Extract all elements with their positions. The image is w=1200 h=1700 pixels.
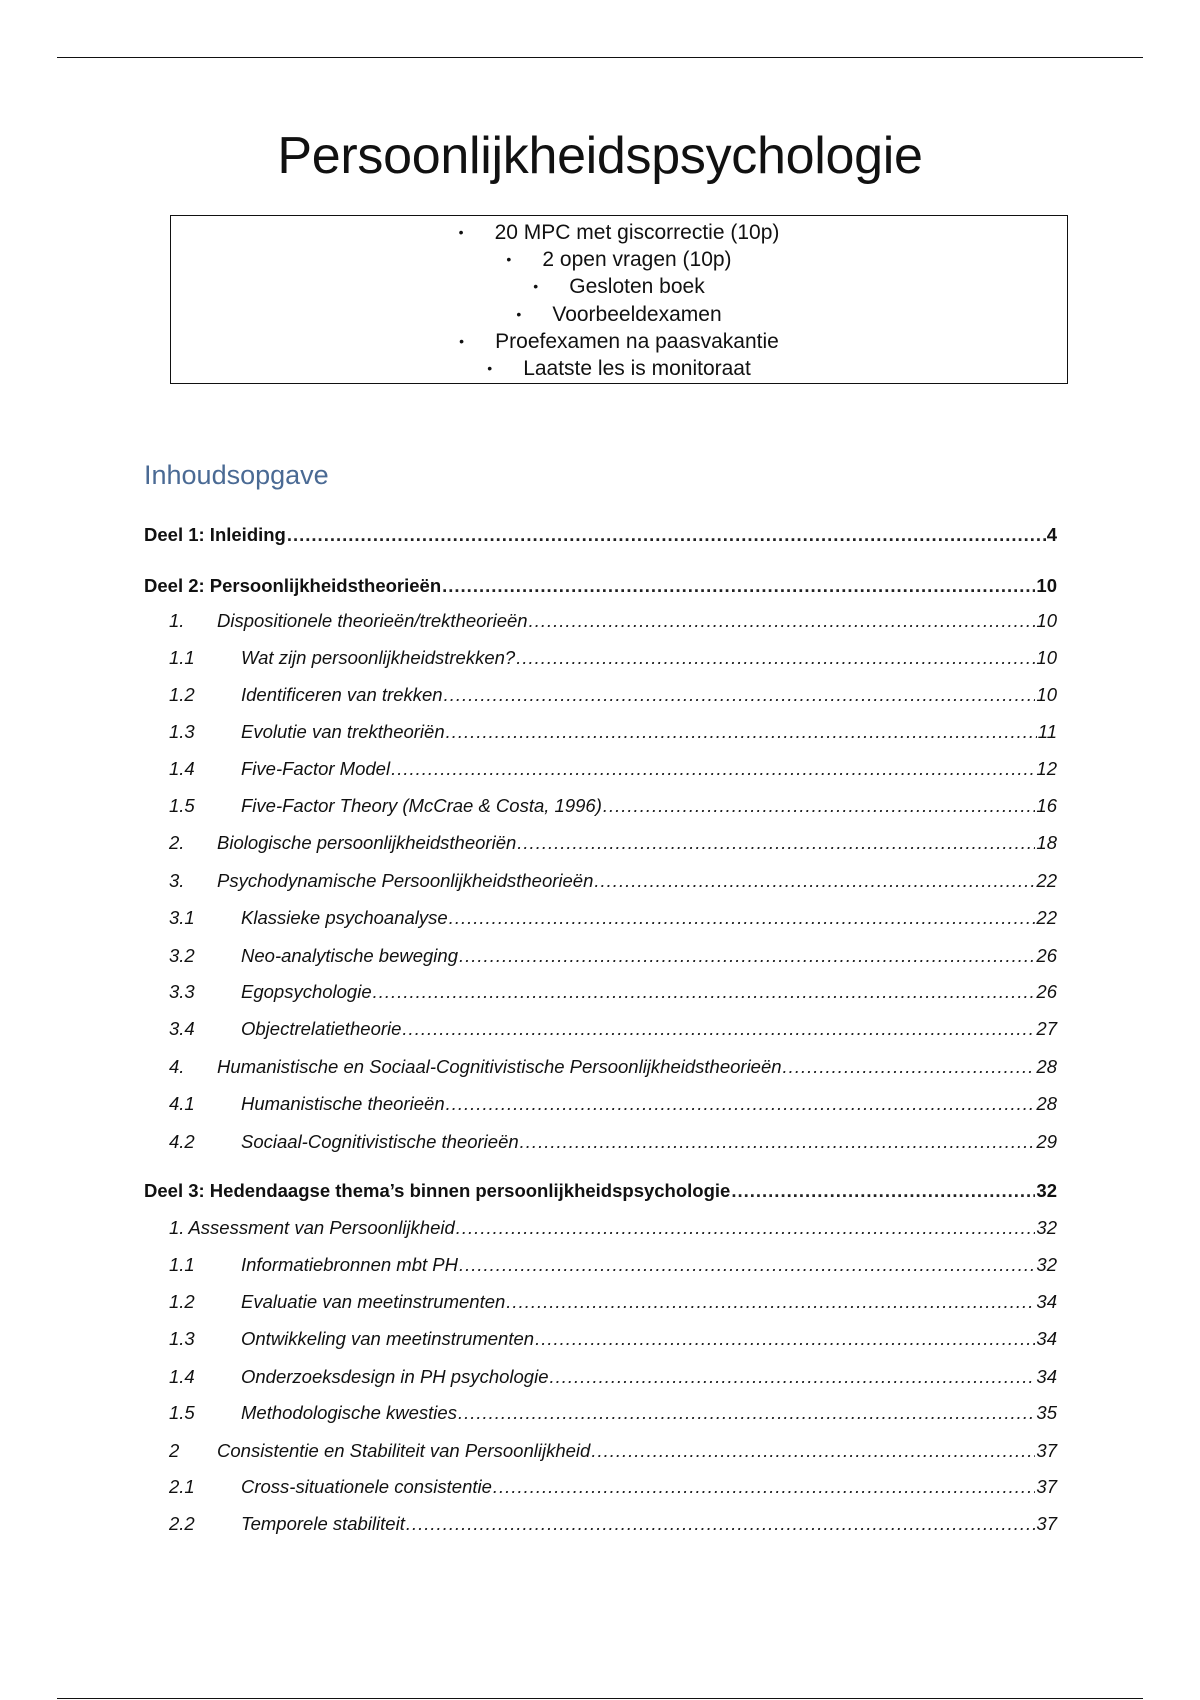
- dot-leader: [446, 720, 1037, 744]
- dot-leader: [591, 1439, 1035, 1463]
- bullet-icon: •: [506, 251, 512, 268]
- toc-page-number: 10: [1036, 684, 1057, 705]
- toc-number: 2.: [169, 832, 185, 853]
- toc-page-number: 37: [1036, 1440, 1057, 1461]
- toc-entry[interactable]: 2.2 Temporele stabiliteit ..... 37: [144, 1512, 1057, 1536]
- toc-page-number: 22: [1036, 907, 1057, 928]
- toc-entry[interactable]: 3. Psychodynamische Persoonlijkheidstheorieën ..... 22: [144, 869, 1057, 893]
- toc-page-number: 16: [1036, 795, 1057, 816]
- dot-leader: [549, 1365, 1035, 1389]
- exam-info-item: • Proefexamen na paasvakantie: [171, 328, 1067, 355]
- toc-page-number: 12: [1036, 758, 1057, 779]
- dot-leader: [529, 609, 1036, 633]
- toc-page-number: 34: [1036, 1328, 1057, 1349]
- toc-page-number: 34: [1036, 1366, 1057, 1387]
- toc-number: 1.1: [169, 1254, 195, 1275]
- bullet-icon: •: [516, 305, 522, 322]
- dot-leader: [391, 757, 1035, 781]
- toc-number: 1.3: [169, 1328, 195, 1349]
- toc-page-number: 32: [1036, 1180, 1057, 1201]
- document-title: Persoonlijkheidspsychologie: [277, 127, 923, 185]
- toc-entry[interactable]: 1.4 Onderzoeksdesign in PH psychologie ..... 34: [144, 1365, 1057, 1389]
- toc-entry[interactable]: 1.3 Evolutie van trektheoriën ..... 11: [144, 720, 1057, 744]
- toc-entry[interactable]: 3.1 Klassieke psychoanalyse ..... 22: [144, 906, 1057, 930]
- bullet-icon: •: [459, 332, 465, 349]
- dot-leader: [783, 1055, 1036, 1079]
- footer-rule: [57, 1698, 1143, 1699]
- dot-leader: [594, 869, 1035, 893]
- toc-page-number: 10: [1036, 647, 1057, 668]
- dot-leader: [493, 1475, 1036, 1499]
- dot-leader: [446, 1092, 1036, 1116]
- dot-leader: [442, 574, 1035, 598]
- dot-leader: [516, 646, 1035, 670]
- dot-leader: [459, 1253, 1035, 1277]
- toc-number: 1.3: [169, 721, 195, 742]
- toc-page-number: 27: [1036, 1018, 1057, 1039]
- toc-entry[interactable]: Deel 1: Inleiding ..... 4: [144, 523, 1057, 547]
- toc-page-number: 28: [1036, 1056, 1057, 1077]
- toc-entry[interactable]: 3.4 Objectrelatietheorie ..... 27: [144, 1017, 1057, 1041]
- dot-leader: [458, 1401, 1035, 1425]
- toc-entry[interactable]: 4.2 Sociaal-Cognitivistische theorieën ..... 29: [144, 1130, 1057, 1154]
- toc-page-number: 34: [1036, 1291, 1057, 1312]
- toc-entry[interactable]: 3.3 Egopsychologie ..... 26: [144, 980, 1057, 1004]
- dot-leader: [449, 906, 1036, 930]
- toc-number: 3.2: [169, 945, 195, 966]
- toc-page-number: 10: [1036, 575, 1057, 596]
- dot-leader: [287, 523, 1046, 547]
- toc-number: 3.4: [169, 1018, 195, 1039]
- toc-entry[interactable]: 1.5 Five-Factor Theory (McCrae & Costa, 1996) ..... 16: [144, 794, 1057, 818]
- toc-page-number: 35: [1036, 1402, 1057, 1423]
- toc-number: 2.1: [169, 1476, 195, 1497]
- toc-number: 1.: [169, 1217, 185, 1238]
- toc-entry[interactable]: 1.2 Identificeren van trekken ..... 10: [144, 683, 1057, 707]
- dot-leader: [444, 683, 1036, 707]
- exam-info-item: • 2 open vragen (10p): [171, 246, 1067, 273]
- bullet-icon: •: [533, 278, 539, 295]
- toc-entry[interactable]: 2. Biologische persoonlijkheidstheoriën ..... 18: [144, 831, 1057, 855]
- dot-leader: [456, 1216, 1036, 1240]
- dot-leader: [406, 1512, 1036, 1536]
- dot-leader: [517, 831, 1035, 855]
- toc-page-number: 22: [1036, 870, 1057, 891]
- toc-page-number: 11: [1037, 721, 1057, 742]
- toc-number: 1.4: [169, 1366, 195, 1387]
- dot-leader: [506, 1290, 1035, 1314]
- toc-entry[interactable]: 1. Dispositionele theorieën/trektheorieën ..... 10: [144, 609, 1057, 633]
- toc-entry[interactable]: 4. Humanistische en Sociaal-Cognitivistische Persoonlijkheidstheorieën ..... 28: [144, 1055, 1057, 1079]
- toc-page-number: 32: [1036, 1254, 1057, 1275]
- toc-entry[interactable]: 1.1 Wat zijn persoonlijkheidstrekken? ..... 10: [144, 646, 1057, 670]
- exam-info-item: • Gesloten boek: [171, 273, 1067, 300]
- toc-page-number: 18: [1036, 832, 1057, 853]
- toc-entry[interactable]: Deel 2: Persoonlijkheidstheorieën ..... 10: [144, 574, 1057, 598]
- exam-info-item: • Laatste les is monitoraat: [171, 355, 1067, 382]
- toc-entry[interactable]: 1.1 Informatiebronnen mbt PH ..... 32: [144, 1253, 1057, 1277]
- toc-entry[interactable]: 1.3 Ontwikkeling van meetinstrumenten ..... 34: [144, 1327, 1057, 1351]
- dot-leader: [459, 944, 1035, 968]
- toc-page-number: 32: [1036, 1217, 1057, 1238]
- dot-leader: [535, 1327, 1035, 1351]
- toc-page-number: 26: [1036, 981, 1057, 1002]
- dot-leader: [731, 1179, 1035, 1203]
- toc-number: 4.: [169, 1056, 185, 1077]
- bullet-icon: •: [487, 359, 493, 376]
- toc-entry[interactable]: 1. Assessment van Persoonlijkheid ..... 32: [144, 1216, 1057, 1240]
- toc-number: 2: [169, 1440, 180, 1461]
- toc-entry[interactable]: Deel 3: Hedendaagse thema’s binnen persoonlijkheidspsychologie ..... 32: [144, 1179, 1057, 1203]
- exam-info-list: [171, 219, 1067, 382]
- toc-entry[interactable]: 3.2 Neo-analytische beweging ..... 26: [144, 944, 1057, 968]
- bullet-icon: •: [458, 224, 464, 240]
- toc-number: 2.2: [169, 1513, 195, 1534]
- toc-page-number: 37: [1036, 1513, 1057, 1534]
- dot-leader: [402, 1017, 1035, 1041]
- toc-number: 1.: [169, 610, 185, 631]
- toc-entry[interactable]: 1.4 Five-Factor Model ..... 12: [144, 757, 1057, 781]
- toc-number: 1.5: [169, 795, 195, 816]
- toc-page-number: 28: [1036, 1093, 1057, 1114]
- toc-page-number: 29: [1036, 1131, 1057, 1152]
- toc-number: 1.4: [169, 758, 195, 779]
- toc-number: 4.2: [169, 1131, 195, 1152]
- toc-page-number: 37: [1036, 1476, 1057, 1497]
- toc-number: 1.2: [169, 684, 195, 705]
- toc-entry[interactable]: 2 Consistentie en Stabiliteit van Persoonlijkheid ..... 37: [144, 1439, 1057, 1463]
- header-rule: [57, 57, 1143, 58]
- toc-number: 3.1: [169, 907, 195, 928]
- toc-entry[interactable]: 2.1 Cross-situationele consistentie ..... 37: [144, 1475, 1057, 1499]
- dot-leader: [373, 980, 1036, 1004]
- toc-entry[interactable]: 1.2 Evaluatie van meetinstrumenten ..... 34: [144, 1290, 1057, 1314]
- toc-page-number: 26: [1036, 945, 1057, 966]
- toc-page-number: 10: [1036, 610, 1057, 631]
- toc-number: 3.: [169, 870, 185, 891]
- toc-number: 1.2: [169, 1291, 195, 1312]
- toc-number: 1.5: [169, 1402, 195, 1423]
- exam-info-item: • 20 MPC met giscorrectie (10p): [171, 219, 1067, 246]
- dot-leader: [603, 794, 1036, 818]
- toc-entry[interactable]: 4.1 Humanistische theorieën ..... 28: [144, 1092, 1057, 1116]
- toc-number: 4.1: [169, 1093, 195, 1114]
- exam-info-box: [170, 215, 1068, 384]
- toc-number: 3.3: [169, 981, 195, 1002]
- dot-leader: [520, 1130, 1036, 1154]
- toc-number: 1.1: [169, 647, 195, 668]
- exam-info-item: • Voorbeeldexamen: [171, 301, 1067, 328]
- toc-page-number: 4: [1046, 524, 1057, 545]
- toc-heading: Inhoudsopgave: [144, 460, 329, 490]
- toc-entry[interactable]: 1.5 Methodologische kwesties ..... 35: [144, 1401, 1057, 1425]
